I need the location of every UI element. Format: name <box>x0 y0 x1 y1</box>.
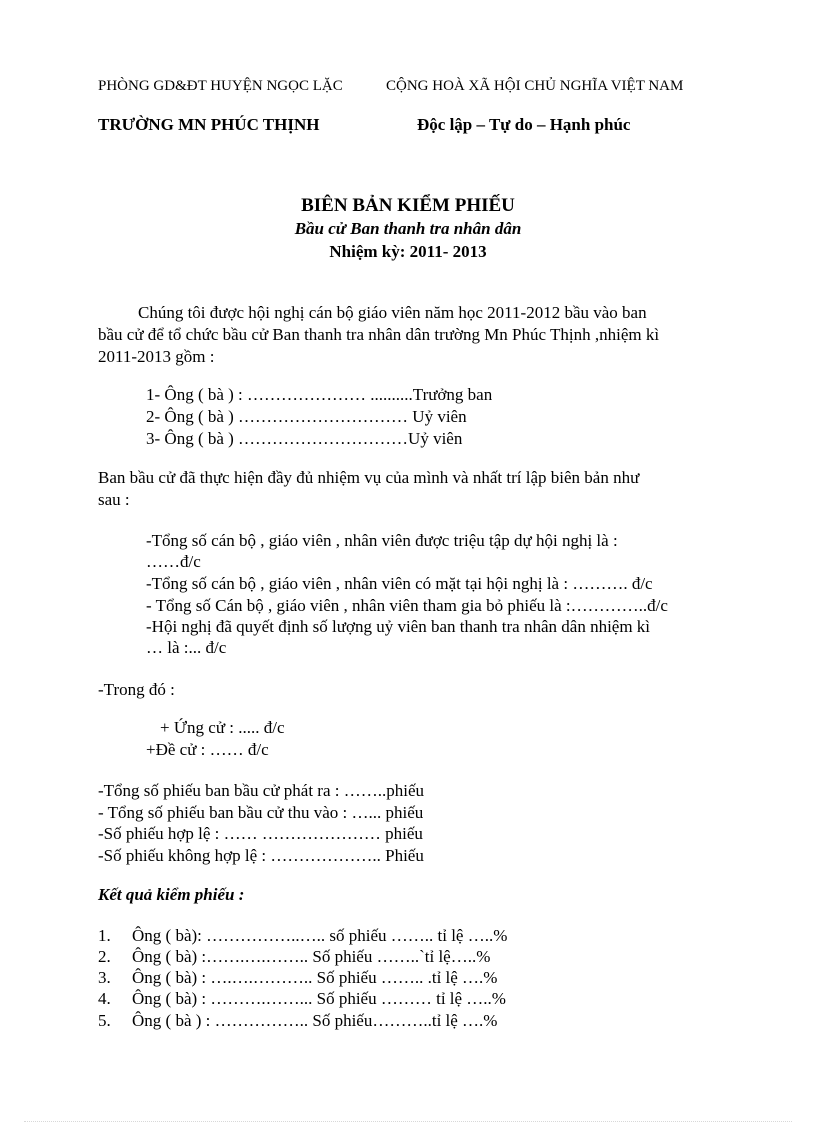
result-number: 4. <box>98 989 111 1008</box>
among-item: +Đề cử : …… đ/c <box>146 740 269 759</box>
intro-line-1: Chúng tôi được hội nghị cán bộ giáo viên năm học 2011-2012 bầu vào ban <box>138 303 647 322</box>
statement-line-2: sau : <box>98 490 130 509</box>
term-line: Nhiệm kỳ: 2011- 2013 <box>329 242 487 261</box>
result-text: Ông ( bà) : ……….……... Số phiếu ……… tỉ lệ …..% <box>132 989 506 1008</box>
result-row <box>98 989 506 1009</box>
result-text: Ông ( bà ) : …………….. Số phiếu………..tỉ lệ ….% <box>132 1011 498 1030</box>
result-number: 5. <box>98 1011 111 1030</box>
school-name: TRƯỜNG MN PHÚC THỊNH <box>98 115 320 134</box>
ballot-line: - Tổng số phiếu ban bầu cử thu vào : …... phiếu <box>98 803 424 822</box>
result-row <box>98 926 507 946</box>
ballot-line: -Số phiếu không hợp lệ : ……………….. Phiếu <box>98 846 424 865</box>
page-bottom-divider <box>24 1121 792 1122</box>
result-text: Ông ( bà) :…….….…….. Số phiếu ……..`tỉ lệ…..% <box>132 947 491 966</box>
result-number: 2. <box>98 947 111 966</box>
result-row <box>98 968 497 988</box>
page-title: BIÊN BẢN KIỂM PHIẾU <box>301 195 515 216</box>
committee-member-2: 2- Ông ( bà ) ………………………… Uỷ viên <box>146 407 467 426</box>
ballot-line: -Tổng số phiếu ban bầu cử phát ra : ……..phiếu <box>98 781 424 800</box>
intro-line-3: 2011-2013 gồm : <box>98 347 215 366</box>
result-text: Ông ( bà) : ….….……….. Số phiếu …….. .tỉ lệ ….% <box>132 968 498 987</box>
among-label: -Trong đó : <box>98 680 175 699</box>
result-row <box>98 947 490 967</box>
result-number: 1. <box>98 926 111 945</box>
stat-line: -Tổng số cán bộ , giáo viên , nhân viên có mặt tại hội nghị là : ………. đ/c <box>146 574 653 593</box>
result-text: Ông ( bà): ……………..….. số phiếu …….. tỉ lệ …..% <box>132 926 508 945</box>
page-subtitle: Bầu cử Ban thanh tra nhân dân <box>294 219 522 238</box>
country-name: CỘNG HOÀ XÃ HỘI CHỦ NGHĨA VIỆT NAM <box>386 78 684 94</box>
national-motto: Độc lập – Tự do – Hạnh phúc <box>417 115 631 134</box>
among-item: + Ứng cử : ..... đ/c <box>160 718 285 737</box>
committee-member-1: 1- Ông ( bà ) : ………………… ..........Trưởng ban <box>146 385 493 404</box>
intro-line-2: bầu cử để tổ chức bầu cử Ban thanh tra nhân dân trường Mn Phúc Thịnh ,nhiệm kì <box>98 325 660 344</box>
result-row <box>98 1011 497 1031</box>
stat-line: -Hội nghị đã quyết định số lượng uỷ viên ban thanh tra nhân dân nhiệm kì <box>146 617 651 636</box>
statement-line-1: Ban bầu cử đã thực hiện đầy đủ nhiệm vụ của mình và nhất trí lập biên bản như <box>98 468 640 487</box>
ballot-line: -Số phiếu hợp lệ : …… ………………… phiếu <box>98 824 423 843</box>
stat-line: -Tổng số cán bộ , giáo viên , nhân viên được triệu tập dự hội nghị là : <box>146 531 618 550</box>
stat-line: … là :... đ/c <box>146 638 227 657</box>
department-name: PHÒNG GD&ĐT HUYỆN NGỌC LẶC <box>98 78 343 94</box>
committee-member-3: 3- Ông ( bà ) …………………………Uỷ viên <box>146 429 463 448</box>
stat-line: - Tổng số Cán bộ , giáo viên , nhân viên tham gia bỏ phiếu là :…………..đ/c <box>146 596 668 615</box>
stat-line: ……đ/c <box>146 552 201 571</box>
results-heading: Kết quả kiểm phiếu : <box>98 885 245 904</box>
result-number: 3. <box>98 968 111 987</box>
